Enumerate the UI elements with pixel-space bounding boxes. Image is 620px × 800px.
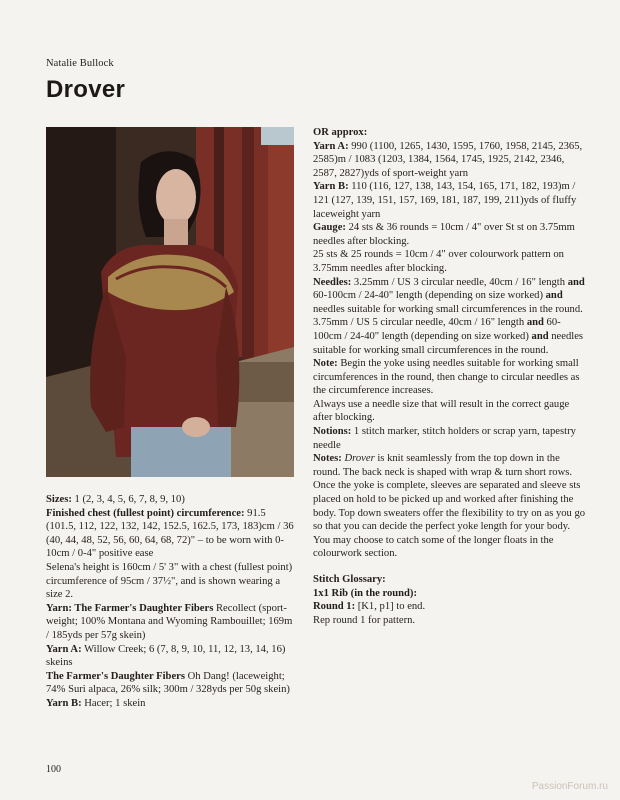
yarn-2 — [46, 670, 294, 697]
rib-title: 1x1 Rib (in the round): — [313, 587, 417, 599]
needles-label: Needles: — [313, 276, 352, 288]
notes — [313, 452, 589, 561]
watermark: PassionForum.ru — [531, 781, 608, 792]
yarn — [46, 602, 294, 643]
yarn2-label: The Farmer's Daughter Fibers — [46, 670, 185, 682]
note-label: Note: — [313, 358, 338, 370]
notions — [313, 425, 589, 452]
note-2: Always use a needle size that will result in the correct gauge after blocking. — [313, 398, 570, 424]
needles-2: 3.75mm / US 5 circular needle, 40cm / 16" length and 60-100cm / 24-40" length (depending on size worked) and needles suitable for working small circumferences in the round. — [313, 317, 584, 356]
pattern-title: Drover — [46, 76, 126, 103]
left-column — [46, 493, 294, 711]
yarn-b-approx-label: Yarn B: — [313, 181, 349, 193]
yarn-label: Yarn: The Farmer's Daughter Fibers — [46, 602, 214, 614]
or-approx: OR approx: — [313, 127, 368, 138]
right-column — [313, 126, 589, 627]
gauge-value: 24 sts & 36 rounds = 10cm / 4" over St st on 3.75mm needles after blocking. — [313, 222, 575, 247]
yarn-b — [46, 697, 294, 711]
round-1-value: [K1, p1] to end. — [355, 601, 426, 613]
notions-label: Notions: — [313, 426, 352, 438]
yarn-a-value: Willow Creek; 6 (7, 8, 9, 10, 11, 12, 13, 14, 16) skeins — [46, 643, 286, 669]
yarn-value: Recollect (sport-weight; 100% Montana and Wyoming Rambouillet; 169m / 185yds per 57g skein) — [46, 602, 293, 641]
yarn-a-label: Yarn A: — [46, 643, 82, 655]
notions-value: 1 stitch marker, stitch holders or scrap yarn, tapestry needle — [313, 426, 576, 451]
stitch-glossary-title: Stitch Glossary: — [313, 574, 386, 585]
yarn-b-label: Yarn B: — [46, 697, 82, 709]
yarn-b-approx-value: 110 (116, 127, 138, 143, 154, 165, 171, 182, 193)m / 121 (127, 139, 151, 157, 169, 181, 187, 199, 211)yds of fluffy laceweight yarn — [313, 181, 577, 220]
gauge — [313, 221, 589, 248]
notes-value: is knit seamlessly from the top down in the round. The back neck is shaped with wrap & turn short rows. Once the yoke is complete, sleeves are separated and sleeve sts placed on hold to be picked up and worked after finishing the body. Top down sweaters offer the flexibility to try on as you go so that you can decide the perfect yoke length for your body. You may choose to catch some of the longer floats in the colourwork section. — [313, 453, 586, 560]
note — [313, 357, 589, 398]
author-name: Natalie Bullock — [46, 58, 114, 69]
note-value: Begin the yoke using needles suitable for working small circumferences in the round, then change to circular needles as the circumference increases. — [313, 358, 580, 397]
notes-pattern-name: Drover — [344, 453, 375, 465]
model-note: Selena's height is 160cm / 5' 3" with a chest (fullest point) circumference of 95cm / 37½", and is shown wearing a size 2. — [46, 561, 293, 601]
notes-label: Notes: — [313, 453, 342, 465]
yarn-a-approx — [313, 140, 589, 181]
yarn-a-approx-label: Yarn A: — [313, 140, 349, 152]
yarn2-value: Oh Dang! (laceweight; 74% Suri alpaca, 26% silk; 300m / 328yds per 50g skein) — [46, 670, 290, 696]
sizes-value: 1 (2, 3, 4, 5, 6, 7, 8, 9, 10) — [71, 494, 185, 505]
yarn-a-approx-value: 990 (1100, 1265, 1430, 1595, 1760, 1958, 2145, 2365, 2585)m / 1083 (1203, 1384, 1564, 1745, 1925, 2142, 2346, 2587, 2827)yds of sport-weight yarn — [313, 140, 583, 179]
repeat-instruction: Rep round 1 for pattern. — [313, 614, 416, 626]
model-photo-illustration — [46, 127, 294, 477]
needles: Needles: 3.25mm / US 3 circular needle, 40cm / 16" length and 60-100cm / 24-40" length (depending on size worked) and needles suitable for working small circumferences in the round. — [313, 276, 585, 315]
round-1-label: Round 1: — [313, 601, 356, 613]
yarn-b-approx — [313, 180, 589, 221]
chest-label: Finished chest (fullest point) circumference: — [46, 507, 245, 519]
round-1 — [313, 600, 589, 614]
model-photo — [46, 127, 294, 477]
sizes-label: Sizes: — [46, 494, 72, 505]
finished-chest — [46, 507, 294, 561]
page-number: 100 — [46, 764, 61, 775]
yarn-a — [46, 643, 294, 670]
chest-value: 91.5 (101.5, 112, 122, 132, 142, 152.5, 162.5, 173, 183)cm / 36 (40, 44, 48, 52, 56, 60, 64, 68, 72)" – to be worn with 0-10cm / 0-4" positive ease — [46, 507, 294, 560]
gauge-label: Gauge: — [313, 222, 346, 234]
sizes — [46, 493, 294, 507]
gauge-colourwork: 25 sts & 25 rounds = 10cm / 4" over colourwork pattern on 3.75mm needles after blocking. — [313, 249, 564, 274]
yarn-b-value: Hacer; 1 skein — [81, 697, 146, 709]
